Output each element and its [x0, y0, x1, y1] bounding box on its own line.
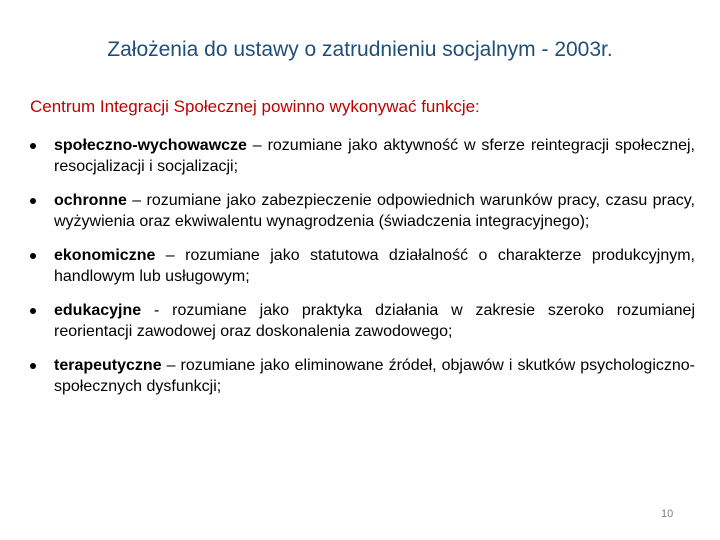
item-description: – rozumiane jako aktywność w sferze reintegracji społecznej, resocjalizacji i socjalizacji;	[54, 137, 695, 175]
item-description: – rozumiane jako eliminowane źródeł, objawów i skutków psychologiczno-społecznych dysfunkcji;	[54, 357, 695, 395]
item-description: – rozumiane jako statutowa działalność o charakterze produkcyjnym, handlowym lub usługowym;	[54, 247, 695, 285]
list-item	[30, 190, 695, 232]
item-term: edukacyjne	[54, 302, 142, 319]
list-item	[30, 135, 695, 177]
list-item	[30, 355, 695, 397]
slide-subtitle: Centrum Integracji Społecznej powinno wykonywać funkcje:	[30, 97, 480, 116]
bullet-icon	[30, 143, 36, 149]
bullet-icon	[30, 363, 36, 369]
bullet-icon	[30, 308, 36, 314]
bullet-icon	[30, 198, 36, 204]
list-item	[30, 300, 695, 342]
list-item	[30, 245, 695, 287]
item-term: ochronne	[54, 192, 127, 209]
item-term: społeczno-wychowawcze	[54, 137, 247, 154]
item-term: ekonomiczne	[54, 247, 156, 264]
function-list	[30, 135, 695, 410]
item-term: terapeutyczne	[54, 357, 162, 374]
item-description: – rozumiane jako zabezpieczenie odpowiednich warunków pracy, czasu pracy, wyżywienia oraz ekwiwalentu wynagrodzenia (świadczenia integracyjnego);	[54, 192, 695, 230]
slide-title: Założenia do ustawy o zatrudnieniu socjalnym - 2003r.	[107, 38, 613, 61]
item-description: - rozumiane jako praktyka działania w zakresie szeroko rozumianej reorientacji zawodowej oraz doskonalenia zawodowego;	[54, 302, 695, 340]
page-number: 10	[661, 508, 674, 520]
bullet-icon	[30, 253, 36, 259]
